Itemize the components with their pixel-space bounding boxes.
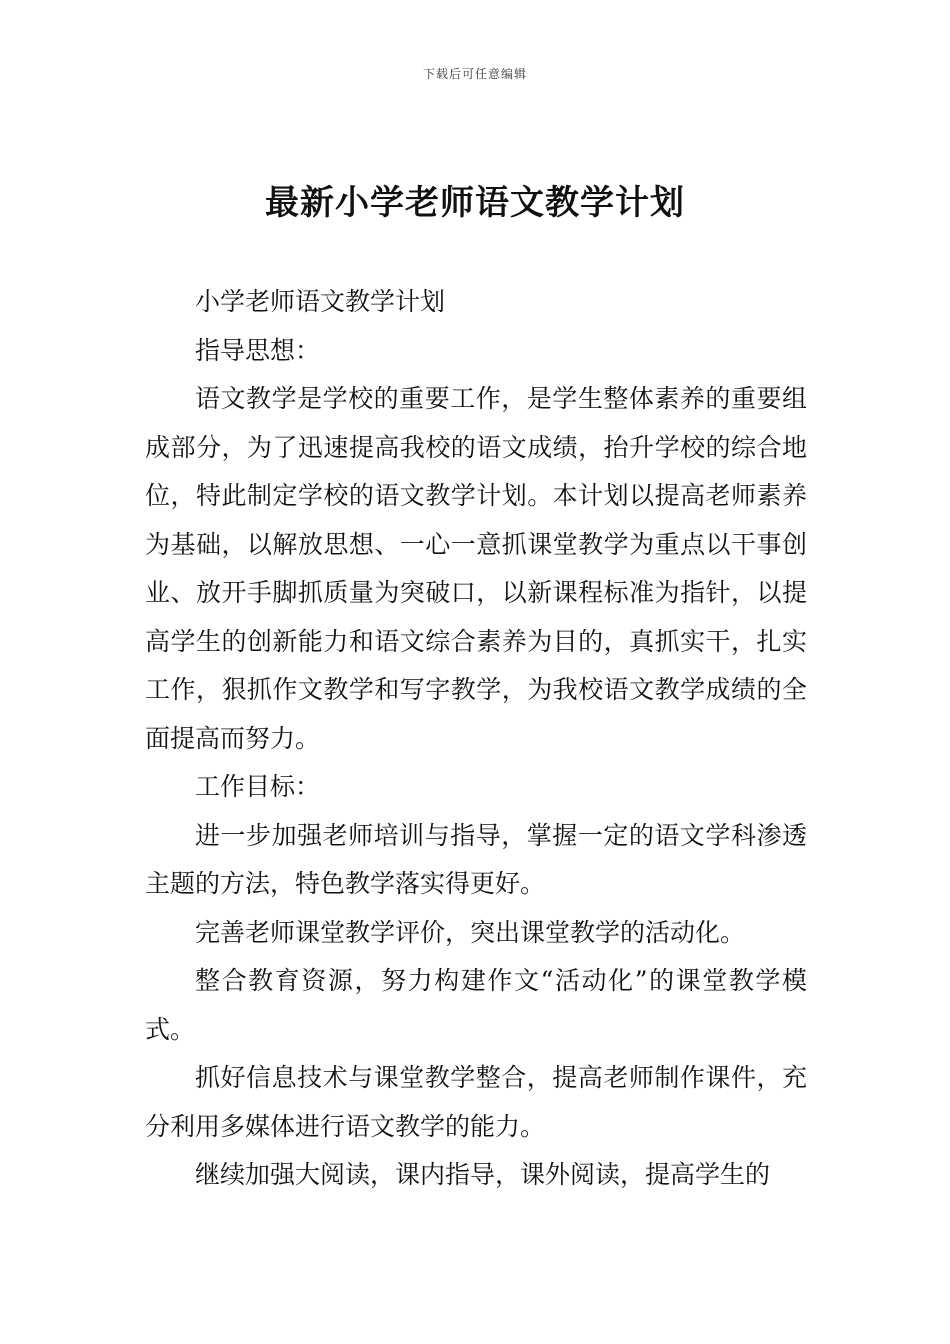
document-body — [145, 278, 807, 1200]
header-note: 下载后可任意编辑 — [422, 67, 527, 81]
body-paragraph: 继续加强大阅读，课内指导，课外阅读，提高学生的 — [195, 1160, 771, 1189]
body-paragraph: 语文教学是学校的重要工作，是学生整体素养的重要组成部分，为了迅速提高我校的语文成绩，抬升学校的综合地位，特此制定学校的语文教学计划。本计划以提高老师素养为基础，以解放思想、一心一意抓课堂教学为重点以干事创业、放开手脚抓质量为突破口，以新课程标准为指针，以提高学生的创新能力和语文综合素养为目的，真抓实干，扎实工作，狠抓作文教学和写字教学，为我校语文教学成绩的全面提高而努力。 — [145, 384, 807, 753]
body-paragraph: 完善老师课堂教学评价，突出课堂教学的活动化。 — [195, 917, 746, 947]
body-paragraph: 整合教育资源，努力构建作文“活动化”的课堂教学模式。 — [145, 966, 807, 1044]
body-paragraph: 抓好信息技术与课堂教学整合，提高老师制作课件，充分利用多媒体进行语文教学的能力。 — [145, 1063, 807, 1141]
section-heading-work-goals: 工作目标： — [195, 772, 321, 801]
subtitle-paragraph: 小学老师语文教学计划 — [195, 287, 446, 316]
document-title: 最新小学老师语文教学计划 — [265, 183, 685, 223]
section-heading-guiding-thought: 指导思想： — [195, 335, 321, 365]
body-paragraph: 进一步加强老师培训与指导，掌握一定的语文学科渗透主题的方法，特色教学落实得更好。 — [145, 820, 807, 898]
